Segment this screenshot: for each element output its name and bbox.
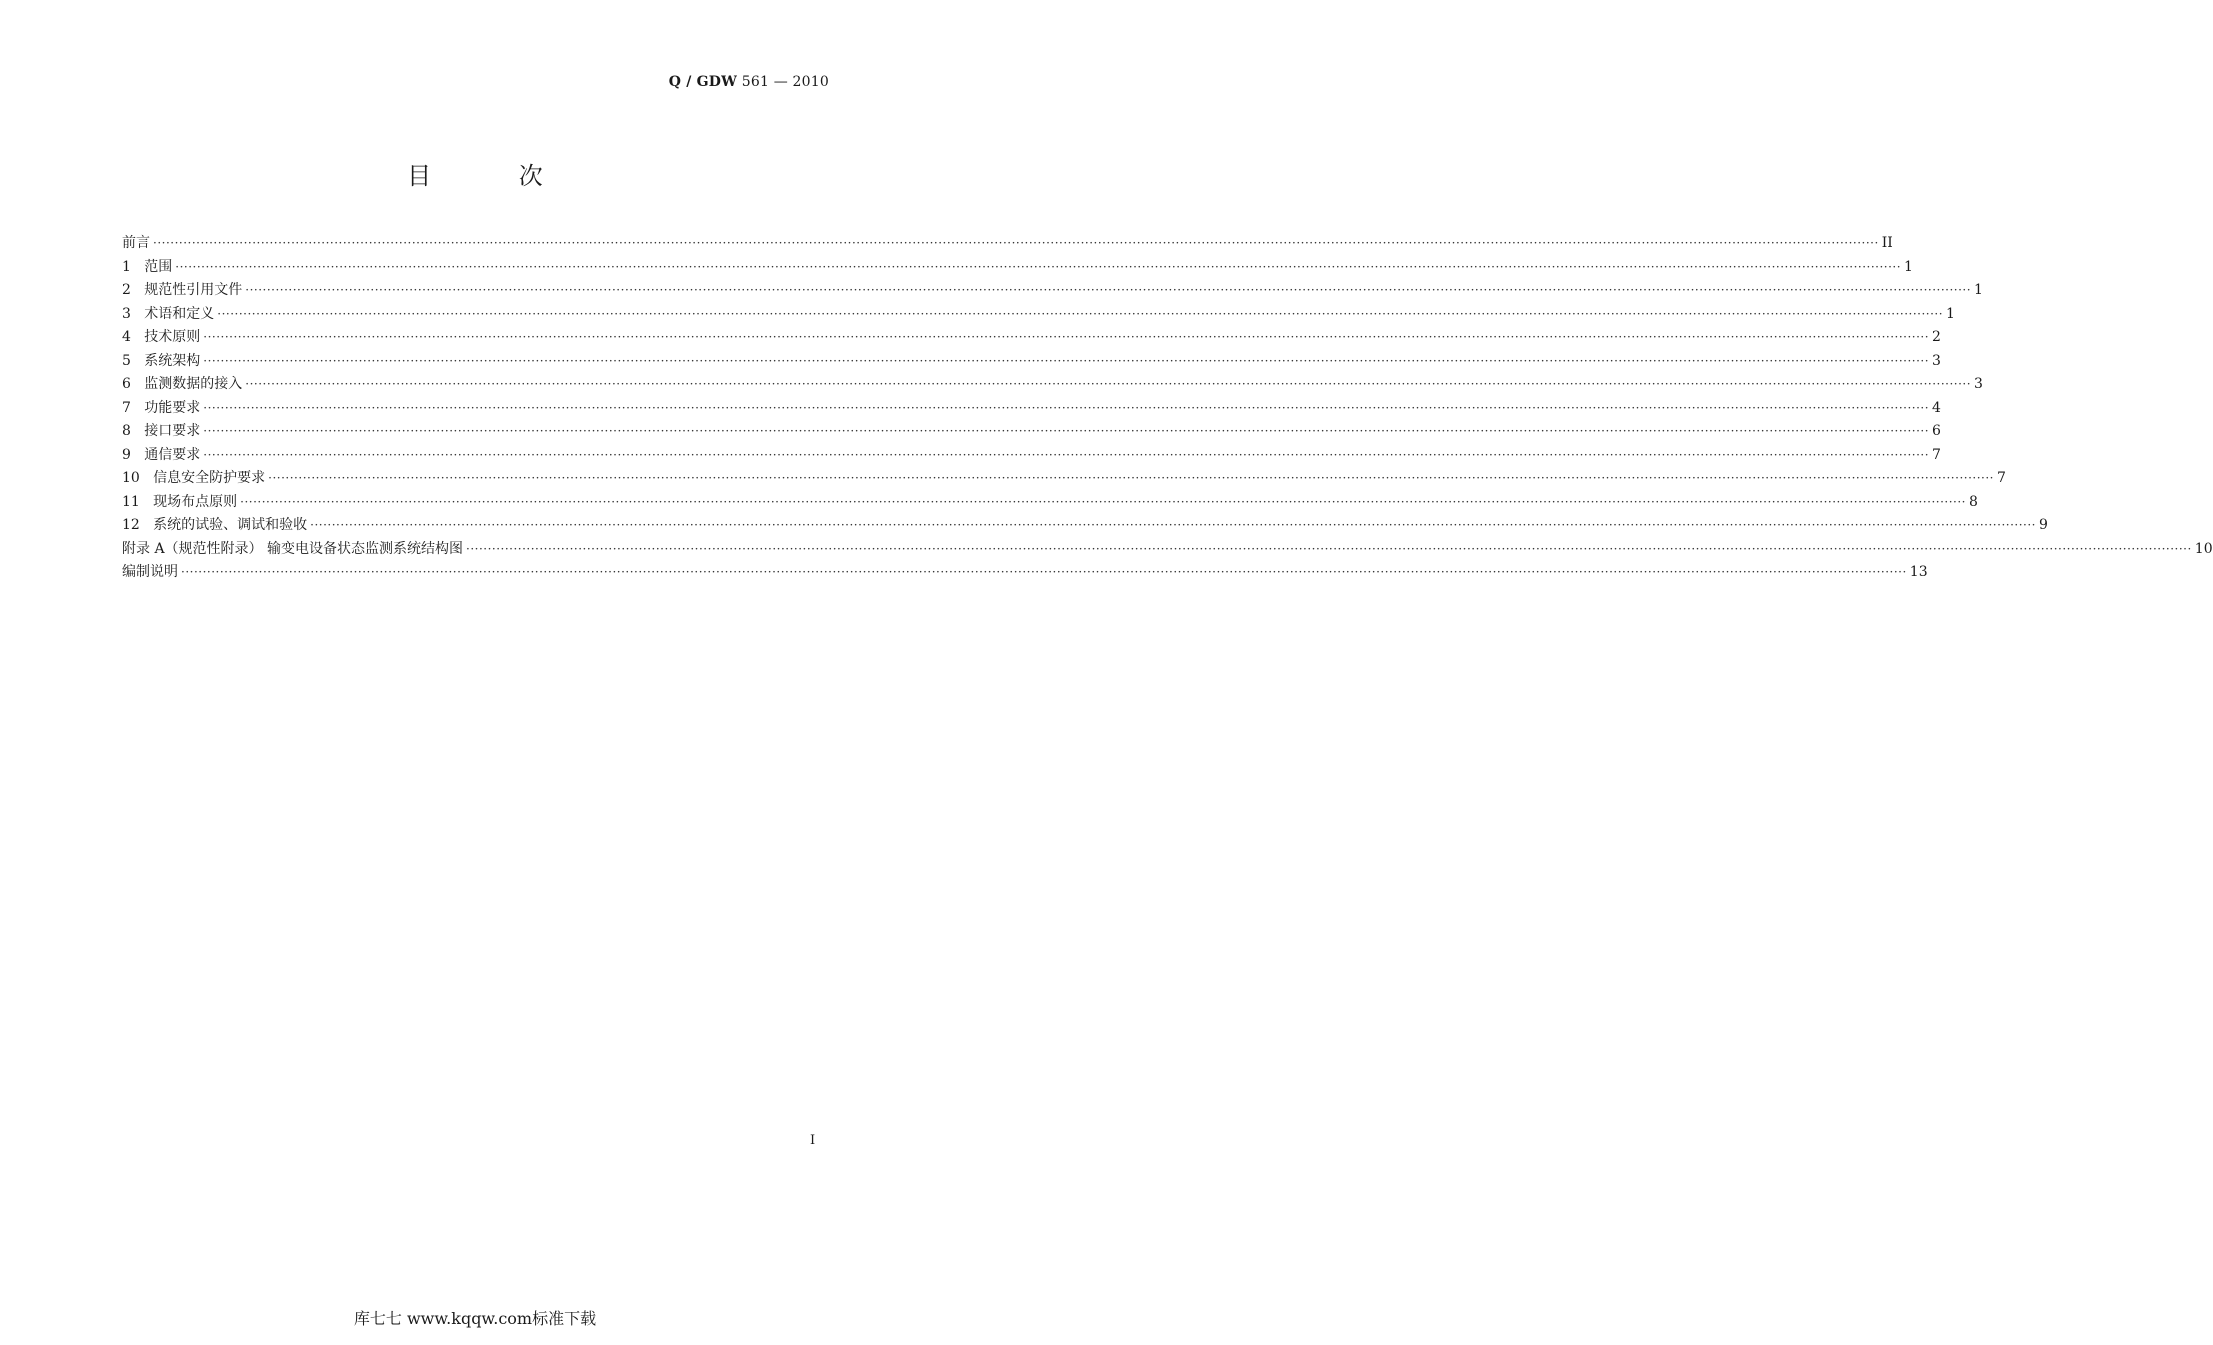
- toc-entry-label: 7 功能要求: [122, 399, 201, 416]
- toc-entry[interactable]: [122, 256, 1913, 280]
- toc-entry-page: 3: [1974, 376, 1983, 392]
- toc-leader-dots: ················································································································································································································································································································································································································: [203, 400, 1930, 415]
- toc-entry-page: 10: [2194, 540, 2213, 557]
- standard-number: 561 — 2010: [741, 74, 829, 90]
- toc-entry-page: II: [1881, 235, 1893, 251]
- toc-entry-page: 1: [1974, 282, 1983, 298]
- table-of-contents: [122, 232, 2213, 585]
- toc-leader-dots: ················································································································································································································································································································································································································: [203, 424, 1930, 438]
- toc-entry-page: 7: [1996, 470, 2006, 486]
- toc-entry-label: 3 术语和定义: [122, 305, 215, 322]
- toc-leader-dots: ················································································································································································································································································································································································································: [203, 447, 1930, 462]
- toc-entry[interactable]: [122, 420, 1941, 444]
- toc-entry[interactable]: [122, 561, 1928, 585]
- toc-entry-page: 9: [2038, 517, 2048, 533]
- toc-entry-label: 4 技术原则: [122, 329, 201, 345]
- toc-entry-page: 1: [1946, 305, 1955, 322]
- toc-entry-page: 6: [1932, 423, 1941, 439]
- toc-entry-label: 12 系统的试验、调试和验收: [122, 517, 308, 533]
- page-title: 目 次: [407, 162, 583, 190]
- toc-entry[interactable]: [122, 350, 1941, 374]
- toc-leader-dots: ················································································································································································································································································································································································································: [203, 330, 1930, 344]
- toc-entry[interactable]: [122, 514, 2048, 538]
- toc-entry-label: 前言: [122, 235, 150, 251]
- toc-entry-page: 4: [1932, 399, 1941, 416]
- toc-leader-dots: ················································································································································································································································································································································································································: [245, 377, 1972, 391]
- toc-leader-dots: ················································································································································································································································································································································································································: [240, 494, 1966, 509]
- toc-entry-label: 11 现场布点原则: [122, 493, 238, 510]
- toc-entry-label: 6 监测数据的接入: [122, 376, 243, 392]
- toc-entry-label: 10 信息安全防护要求: [122, 470, 266, 486]
- toc-entry-label: 编制说明: [122, 564, 178, 580]
- toc-leader-dots: ················································································································································································································································································································································································································: [181, 565, 1907, 579]
- toc-entry-page: 7: [1932, 446, 1941, 463]
- toc-entry[interactable]: [122, 444, 1941, 468]
- toc-entry-label: 2 规范性引用文件: [122, 282, 243, 298]
- toc-leader-dots: ················································································································································································································································································································································································································: [217, 306, 1944, 321]
- toc-entry-label: 5 系统架构: [122, 352, 201, 369]
- toc-entry-label: 9 通信要求: [122, 446, 201, 463]
- toc-leader-dots: ················································································································································································································································································································································································································: [245, 283, 1972, 297]
- toc-entry-page: 3: [1932, 352, 1941, 369]
- page-number: I: [810, 1133, 816, 1148]
- toc-entry[interactable]: [122, 303, 1955, 327]
- toc-entry-label: 附录 A（规范性附录） 输变电设备状态监测系统结构图: [122, 540, 464, 557]
- toc-entry[interactable]: [122, 467, 2006, 491]
- toc-entry[interactable]: [122, 326, 1941, 350]
- toc-entry[interactable]: [122, 279, 1983, 303]
- toc-leader-dots: ················································································································································································································································································································································································································: [153, 236, 1879, 250]
- toc-entry-label: 1 范围: [122, 258, 173, 275]
- toc-entry[interactable]: [122, 373, 1983, 397]
- toc-entry-page: 2: [1932, 329, 1941, 345]
- toc-leader-dots: ················································································································································································································································································································································································································: [310, 518, 2036, 532]
- toc-entry-page: 1: [1904, 258, 1913, 275]
- toc-entry[interactable]: [122, 397, 1941, 421]
- standard-code: Q / GDW: [668, 74, 738, 90]
- toc-leader-dots: ················································································································································································································································································································································································································: [203, 353, 1930, 368]
- toc-entry[interactable]: [122, 491, 1978, 515]
- toc-entry[interactable]: [122, 232, 1893, 256]
- footer-watermark: 库七七 www.kqqw.com标准下载: [353, 1309, 597, 1328]
- document-header: [669, 74, 829, 90]
- toc-entry[interactable]: [122, 538, 2213, 562]
- toc-leader-dots: ················································································································································································································································································································································································································: [268, 471, 1994, 485]
- toc-entry-page: 8: [1968, 493, 1978, 510]
- toc-entry-page: 13: [1909, 564, 1928, 580]
- toc-leader-dots: ················································································································································································································································································································································································································: [466, 541, 2192, 556]
- toc-entry-label: 8 接口要求: [122, 423, 201, 439]
- toc-leader-dots: ················································································································································································································································································································································································································: [175, 259, 1902, 274]
